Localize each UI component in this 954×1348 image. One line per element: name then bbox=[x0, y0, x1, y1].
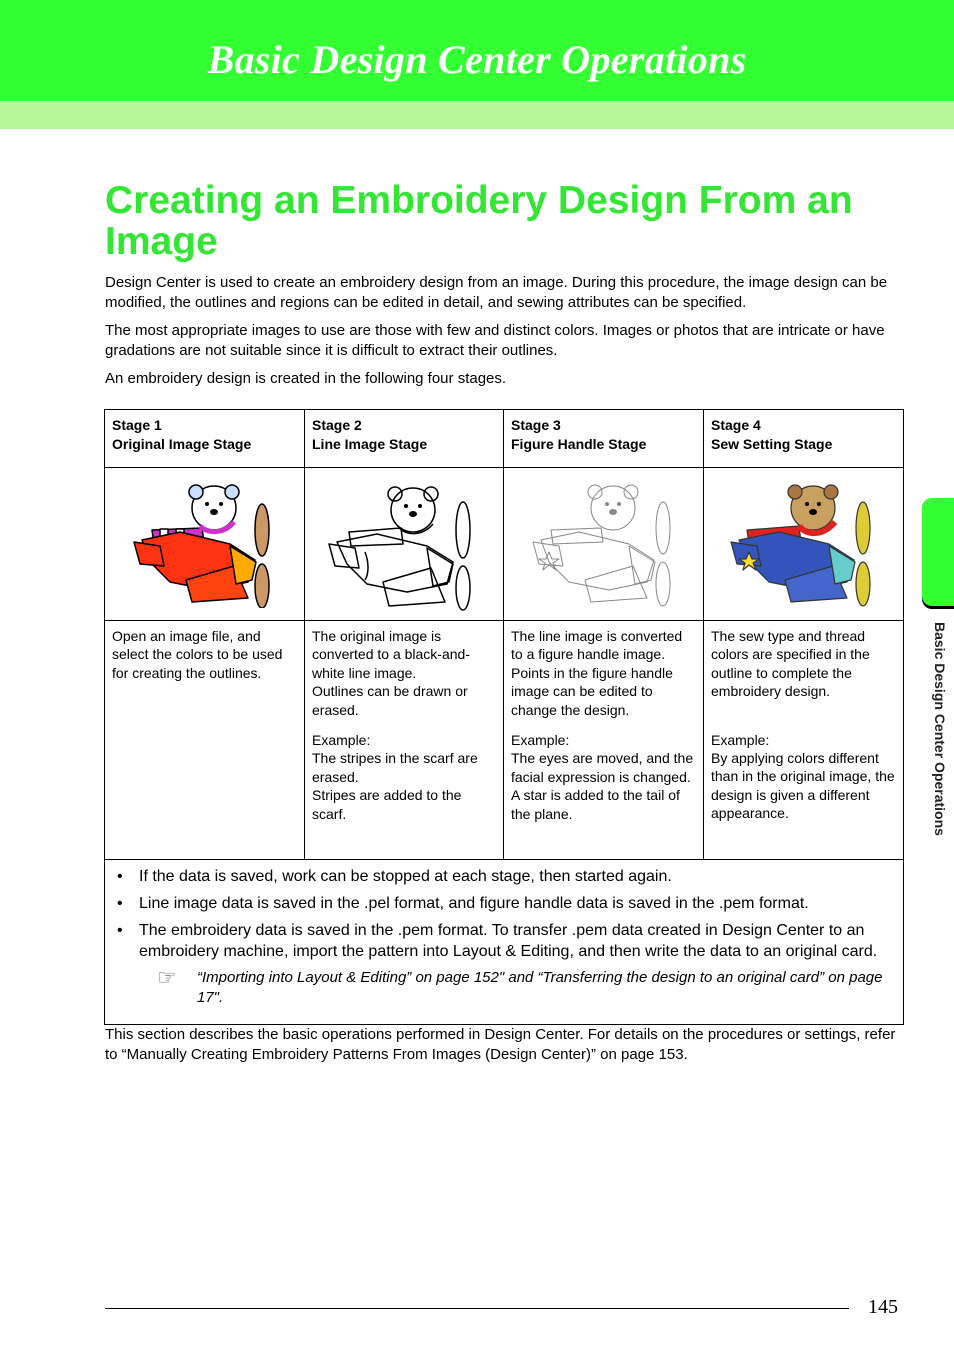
reference-note bbox=[157, 965, 897, 1008]
stage-4-image-cell bbox=[704, 468, 904, 621]
bullet-icon: • bbox=[117, 895, 123, 912]
stage-2-desc-text-1: The original image is converted to a black-and-white line image. bbox=[312, 628, 470, 681]
stage-3-header bbox=[504, 410, 704, 468]
bear-plane-color-image bbox=[130, 482, 280, 608]
stage-1-desc-text: Open an image file, and select the colors to be used for creating the outlines. bbox=[112, 628, 283, 681]
stage-3-example-text-2: A star is added to the tail of the plane. bbox=[511, 787, 680, 822]
stage-4-name: Sew Setting Stage bbox=[711, 436, 833, 452]
stage-3-desc-text-2: Points in the figure handle image can be edited to change the design. bbox=[511, 664, 673, 718]
chapter-banner bbox=[0, 0, 954, 101]
stage-2-example-text-1: The stripes in the scarf are erased. bbox=[312, 750, 478, 785]
pointing-hand-icon: ☞ bbox=[157, 965, 177, 990]
banner-stripe bbox=[0, 101, 954, 129]
section-heading: Creating an Embroidery Design From an Image bbox=[105, 179, 853, 263]
side-tab bbox=[922, 498, 954, 606]
stage-4-example-text: By applying colors different than in the original image, the design is given a different appearance. bbox=[711, 750, 895, 822]
note-text-3: The embroidery data is saved in the .pem format. To transfer .pem data created in Design Center to an embroidery machine, import the pattern into Layout & Editing, and then write the data to an original card. bbox=[139, 922, 878, 960]
note-item bbox=[111, 866, 897, 887]
note-item bbox=[111, 920, 897, 962]
bullet-icon: • bbox=[117, 922, 123, 939]
stage-1-number: Stage 1 bbox=[112, 417, 162, 433]
bullet-icon: • bbox=[117, 868, 123, 885]
notes-cell bbox=[105, 860, 904, 1025]
page-number: 145 bbox=[868, 1296, 898, 1318]
stage-4-example-label: Example: bbox=[711, 731, 770, 748]
bear-plane-line-image bbox=[325, 482, 483, 612]
stage-1-image-cell bbox=[105, 468, 305, 621]
stage-3-example-text-1: The eyes are moved, and the facial expression is changed. bbox=[511, 750, 694, 785]
stage-3-name: Figure Handle Stage bbox=[511, 436, 647, 452]
stage-4-desc-text: The sew type and thread colors are specified in the outline to complete the embroidery design. bbox=[711, 628, 870, 700]
stage-2-image-cell bbox=[305, 468, 504, 621]
intro-paragraph-1: Design Center is used to create an embroidery design from an image. During this procedure, the image design can be modified, the outlines and regions can be edited in detail, and sewing attributes can be specified. bbox=[105, 274, 888, 311]
stage-2-description bbox=[305, 621, 504, 860]
stages-table bbox=[104, 409, 904, 1025]
chapter-title: Basic Design Center Operations bbox=[207, 37, 747, 82]
note-text-2: Line image data is saved in the .pel format, and figure handle data is saved in the .pem format. bbox=[139, 895, 809, 912]
stage-3-description bbox=[504, 621, 704, 860]
stage-4-number: Stage 4 bbox=[711, 417, 761, 433]
stage-3-number: Stage 3 bbox=[511, 417, 561, 433]
stage-2-desc-text-2: Outlines can be drawn or erased. bbox=[312, 683, 468, 718]
stage-2-header bbox=[305, 410, 504, 468]
stage-2-example-label: Example: bbox=[312, 732, 371, 749]
intro-paragraph-3: An embroidery design is created in the following four stages. bbox=[105, 370, 507, 387]
intro-paragraph-2: The most appropriate images to use are those with few and distinct colors. Images or photos that are intricate or have gradations are not suitable since it is difficult to extract their outlines. bbox=[105, 322, 885, 359]
stage-4-header bbox=[704, 410, 904, 468]
stage-2-example-text-2: Stripes are added to the scarf. bbox=[312, 787, 462, 822]
stage-4-description bbox=[704, 621, 904, 860]
footer-rule bbox=[105, 1308, 849, 1309]
stage-1-header bbox=[105, 410, 305, 468]
note-item bbox=[111, 893, 897, 914]
stage-1-description bbox=[105, 621, 305, 860]
reference-link-text[interactable]: “Importing into Layout & Editing” on page 152" and “Transferring the design to an original card” on page 17". bbox=[197, 969, 883, 1006]
stage-2-name: Line Image Stage bbox=[312, 436, 428, 452]
side-tab-label: Basic Design Center Operations bbox=[932, 622, 948, 836]
bear-plane-sewn-image bbox=[729, 482, 879, 608]
stage-2-number: Stage 2 bbox=[312, 417, 362, 433]
stage-1-name: Original Image Stage bbox=[112, 436, 252, 452]
stage-3-example-label: Example: bbox=[511, 732, 570, 749]
bear-plane-figure-handle-image bbox=[529, 482, 679, 608]
note-text-1: If the data is saved, work can be stopped at each stage, then started again. bbox=[139, 868, 672, 885]
stage-3-desc-text-1: The line image is converted to a figure handle image. bbox=[511, 628, 683, 663]
stage-3-image-cell bbox=[504, 468, 704, 621]
closing-paragraph: This section describes the basic operations performed in Design Center. For details on the procedures or settings, refer to “Manually Creating Embroidery Patterns From Images (Design Center)” on page 153. bbox=[105, 1026, 896, 1063]
